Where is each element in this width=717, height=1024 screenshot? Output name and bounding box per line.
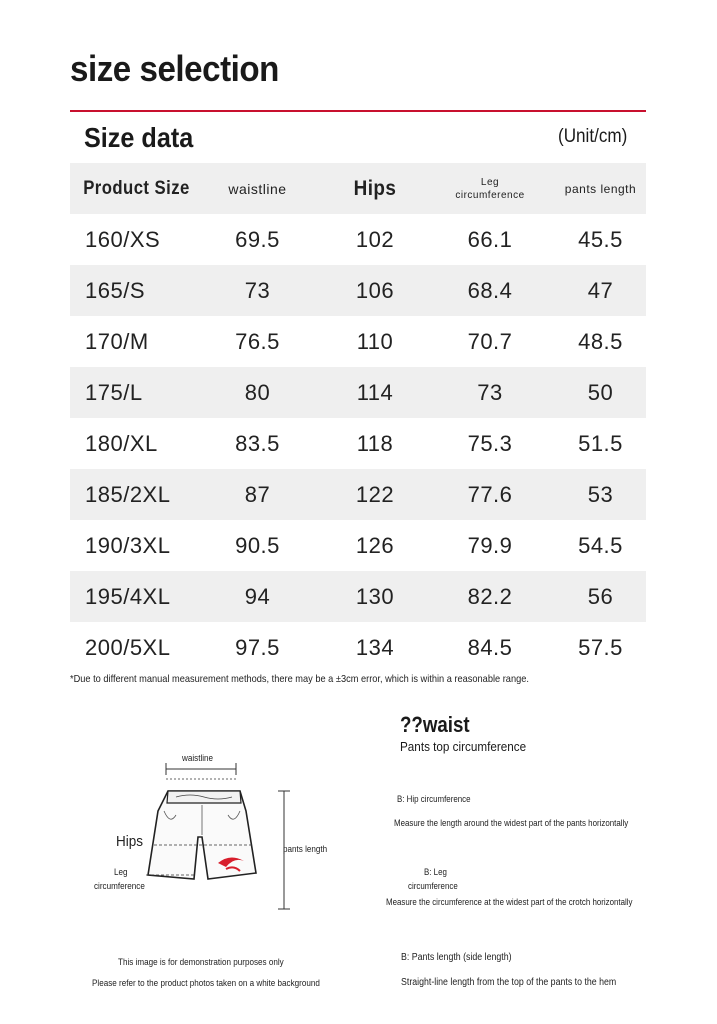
page-title: size selection bbox=[70, 48, 279, 89]
table-cell: 51.5 bbox=[578, 430, 623, 456]
table-cell: 77.6 bbox=[467, 481, 513, 507]
leg-description: Measure the circumference at the widest part of the crotch horizontally bbox=[386, 897, 633, 907]
table-cell: 80 bbox=[244, 379, 271, 405]
table-cell: 68.4 bbox=[467, 277, 513, 303]
table-cell: 84.5 bbox=[467, 634, 513, 660]
measurement-note: *Due to different manual measurement methods, there may be a ±3cm error, which is within a reasonable range. bbox=[70, 673, 529, 685]
table-cell: 90.5 bbox=[235, 532, 280, 558]
hip-title: B: Hip circumference bbox=[397, 794, 471, 804]
size-data-heading: Size data bbox=[84, 122, 194, 153]
table-cell: 56 bbox=[587, 583, 614, 609]
table-cell: 73 bbox=[477, 379, 503, 405]
table-cell: 126 bbox=[355, 532, 395, 558]
table-cell: 69.5 bbox=[235, 226, 280, 252]
table-cell: 130 bbox=[355, 583, 395, 609]
header-product-size: Product Size bbox=[83, 177, 190, 199]
photo-note: Please refer to the product photos taken on a white background bbox=[92, 978, 320, 988]
header-leg-circumference bbox=[425, 176, 555, 202]
header-pants-length: pants length bbox=[564, 181, 637, 196]
header-hips: Hips bbox=[353, 176, 397, 200]
table-row bbox=[70, 571, 646, 622]
table-cell: 82.2 bbox=[467, 583, 513, 609]
table-cell: 195/4XL bbox=[85, 583, 171, 609]
table-cell: 57.5 bbox=[578, 634, 623, 660]
table-cell: 83.5 bbox=[235, 430, 280, 456]
table-cell: 110 bbox=[356, 328, 394, 354]
leg-title-1: B: Leg bbox=[424, 867, 447, 877]
table-cell: 180/XL bbox=[85, 430, 158, 456]
table-cell: 53 bbox=[587, 481, 614, 507]
table-cell: 76.5 bbox=[235, 328, 280, 354]
table-row bbox=[70, 214, 646, 265]
table-cell: 185/2XL bbox=[85, 481, 171, 507]
table-cell: 48.5 bbox=[578, 328, 623, 354]
table-cell: 114 bbox=[356, 379, 394, 405]
table-cell: 175/L bbox=[85, 379, 143, 405]
table-body bbox=[70, 214, 646, 673]
table-cell: 160/XS bbox=[85, 226, 161, 252]
table-cell: 54.5 bbox=[578, 532, 623, 558]
table-row bbox=[70, 469, 646, 520]
table-cell: 75.3 bbox=[467, 430, 513, 456]
unit-label: (Unit/cm) bbox=[558, 126, 628, 147]
table-cell: 79.9 bbox=[467, 532, 513, 558]
demo-note: This image is for demonstration purposes only bbox=[118, 957, 284, 967]
diagram-leg-label-1: Leg bbox=[114, 867, 128, 877]
table-cell: 50 bbox=[587, 379, 614, 405]
hip-description: Measure the length around the widest part of the pants horizontally bbox=[394, 818, 629, 828]
table-cell: 47 bbox=[587, 277, 614, 303]
diagram-length-label: pants length bbox=[283, 844, 328, 854]
table-cell: 102 bbox=[355, 226, 395, 252]
table-cell: 122 bbox=[355, 481, 395, 507]
table-cell: 73 bbox=[244, 277, 271, 303]
title-divider bbox=[70, 110, 646, 112]
table-cell: 118 bbox=[356, 430, 394, 456]
table-cell: 70.7 bbox=[467, 328, 513, 354]
shorts-diagram bbox=[80, 745, 340, 935]
table-cell: 190/3XL bbox=[85, 532, 171, 558]
table-row bbox=[70, 622, 646, 673]
table-cell: 106 bbox=[355, 277, 395, 303]
table-row bbox=[70, 520, 646, 571]
leg-title-2: circumference bbox=[408, 881, 458, 891]
table-cell: 87 bbox=[244, 481, 271, 507]
table-row bbox=[70, 265, 646, 316]
table-row bbox=[70, 418, 646, 469]
waist-title: ??waist bbox=[400, 712, 470, 737]
table-header-row bbox=[70, 163, 646, 214]
table-cell: 170/M bbox=[85, 328, 149, 354]
diagram-waistline-label: waistline bbox=[182, 753, 214, 763]
size-table bbox=[70, 163, 646, 673]
table-cell: 200/5XL bbox=[85, 634, 171, 660]
table-cell: 97.5 bbox=[235, 634, 280, 660]
diagram-leg-label-2: circumference bbox=[94, 881, 145, 891]
header-waistline: waistline bbox=[228, 180, 287, 197]
diagram-hips-label: Hips bbox=[116, 833, 144, 850]
length-title: B: Pants length (side length) bbox=[401, 952, 512, 963]
length-description: Straight-line length from the top of the pants to the hem bbox=[401, 977, 617, 988]
table-cell: 94 bbox=[244, 583, 271, 609]
table-row bbox=[70, 367, 646, 418]
waist-description: Pants top circumference bbox=[400, 739, 527, 754]
table-cell: 134 bbox=[355, 634, 395, 660]
table-row bbox=[70, 316, 646, 367]
header-leg-text: Leg circumference bbox=[455, 176, 525, 201]
table-cell: 66.1 bbox=[467, 226, 513, 252]
table-cell: 45.5 bbox=[578, 226, 623, 252]
table-cell: 165/S bbox=[85, 277, 145, 303]
